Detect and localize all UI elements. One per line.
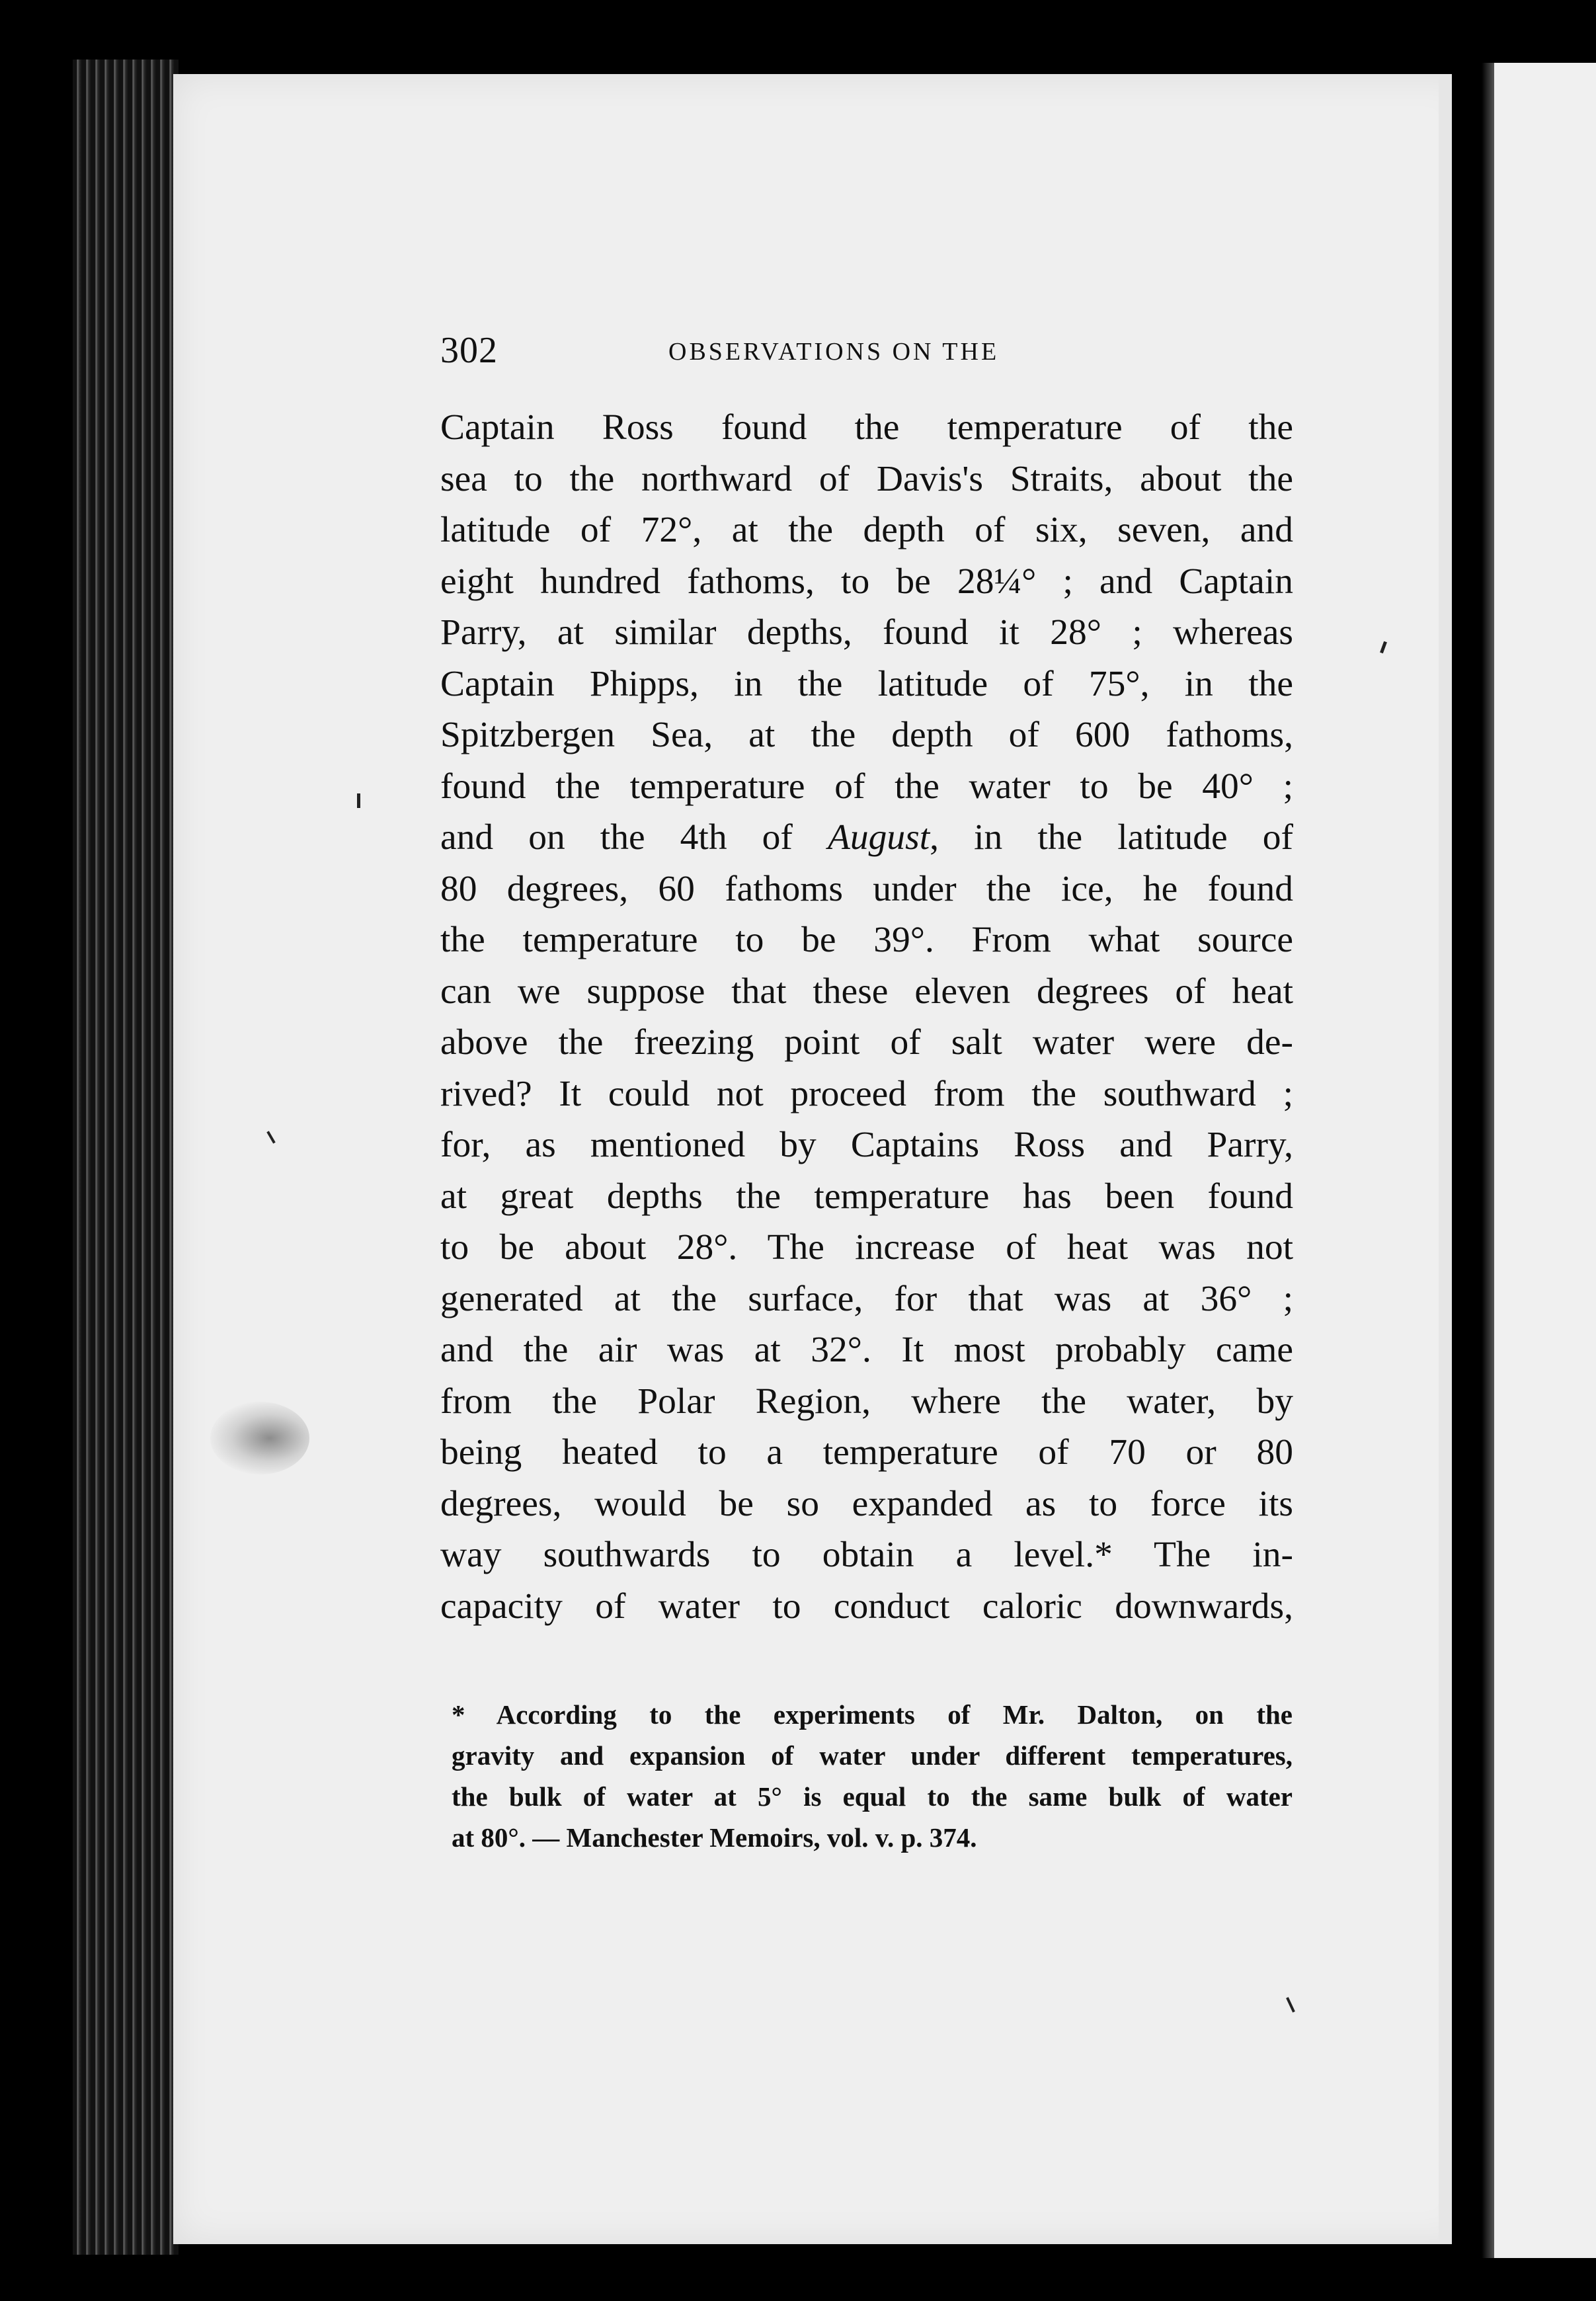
- page-gutter: [1439, 74, 1452, 2244]
- ink-smudge: [210, 1402, 309, 1474]
- body-line: 80 degrees, 60 fathoms under the ice, he found: [440, 868, 1293, 909]
- footnote-line: the bulk of water at 5° is equal to the same bulk of water: [452, 1781, 1293, 1812]
- body-line-suffix: , in the latitude of: [930, 817, 1293, 858]
- body-line-prefix: and on the 4th of: [440, 817, 828, 858]
- body-line: latitude of 72°, at the depth of six, seven, and: [440, 510, 1293, 550]
- body-line: generated at the surface, for that was at 36° ;: [440, 1278, 1293, 1319]
- body-line: above the freezing point of salt water were de-: [440, 1022, 1293, 1063]
- footnote-line: * According to the experiments of Mr. Dalton, on the: [452, 1699, 1293, 1730]
- body-line: and the air was at 32°. It most probably came: [440, 1330, 1293, 1370]
- page-number: 302: [440, 330, 498, 371]
- body-line: rived? It could not proceed from the southward ;: [440, 1073, 1293, 1114]
- footnote-line: at 80°. — Manchester Memoirs, vol. v. p. 374.: [452, 1822, 977, 1853]
- body-line: eight hundred fathoms, to be 28¼° ; and Captain: [440, 561, 1293, 602]
- body-line: being heated to a temperature of 70 or 80: [440, 1432, 1293, 1473]
- body-line: can we suppose that these eleven degrees of heat: [440, 971, 1293, 1012]
- body-line: capacity of water to conduct caloric downwards,: [440, 1586, 1293, 1627]
- italic-word: August: [827, 817, 930, 858]
- body-line: at great depths the temperature has been found: [440, 1176, 1293, 1217]
- page-spine: [1452, 74, 1466, 2244]
- body-line: Captain Phipps, in the latitude of 75°, in the: [440, 663, 1293, 704]
- body-text: [440, 402, 1293, 1632]
- body-line: to be about 28°. The increase of heat was not: [440, 1227, 1293, 1268]
- footnote-line: gravity and expansion of water under different temperatures,: [452, 1740, 1293, 1771]
- body-line: way southwards to obtain a level.* The in-: [440, 1535, 1293, 1575]
- body-line: found the temperature of the water to be 40° ;: [440, 766, 1293, 807]
- book-page-edges: [73, 60, 179, 2255]
- facing-page-edge: [1466, 63, 1494, 2258]
- body-line: Spitzbergen Sea, at the depth of 600 fathoms,: [440, 715, 1293, 755]
- page-header: [440, 329, 1300, 376]
- body-line: sea to the northward of Davis's Straits, about the: [440, 458, 1293, 499]
- body-line: for, as mentioned by Captains Ross and Parry,: [440, 1125, 1293, 1165]
- body-line-with-italic: [440, 812, 1293, 864]
- stray-mark: [357, 793, 360, 808]
- body-line: the temperature to be 39°. From what source: [440, 920, 1293, 960]
- body-line: degrees, would be so expanded as to force its: [440, 1483, 1293, 1524]
- body-line: Parry, at similar depths, found it 28° ; whereas: [440, 612, 1293, 653]
- footnote: [452, 1694, 1293, 1858]
- body-line: from the Polar Region, where the water, by: [440, 1381, 1293, 1422]
- running-head: OBSERVATIONS ON THE: [668, 338, 1000, 366]
- body-line: Captain Ross found the temperature of the: [440, 407, 1293, 448]
